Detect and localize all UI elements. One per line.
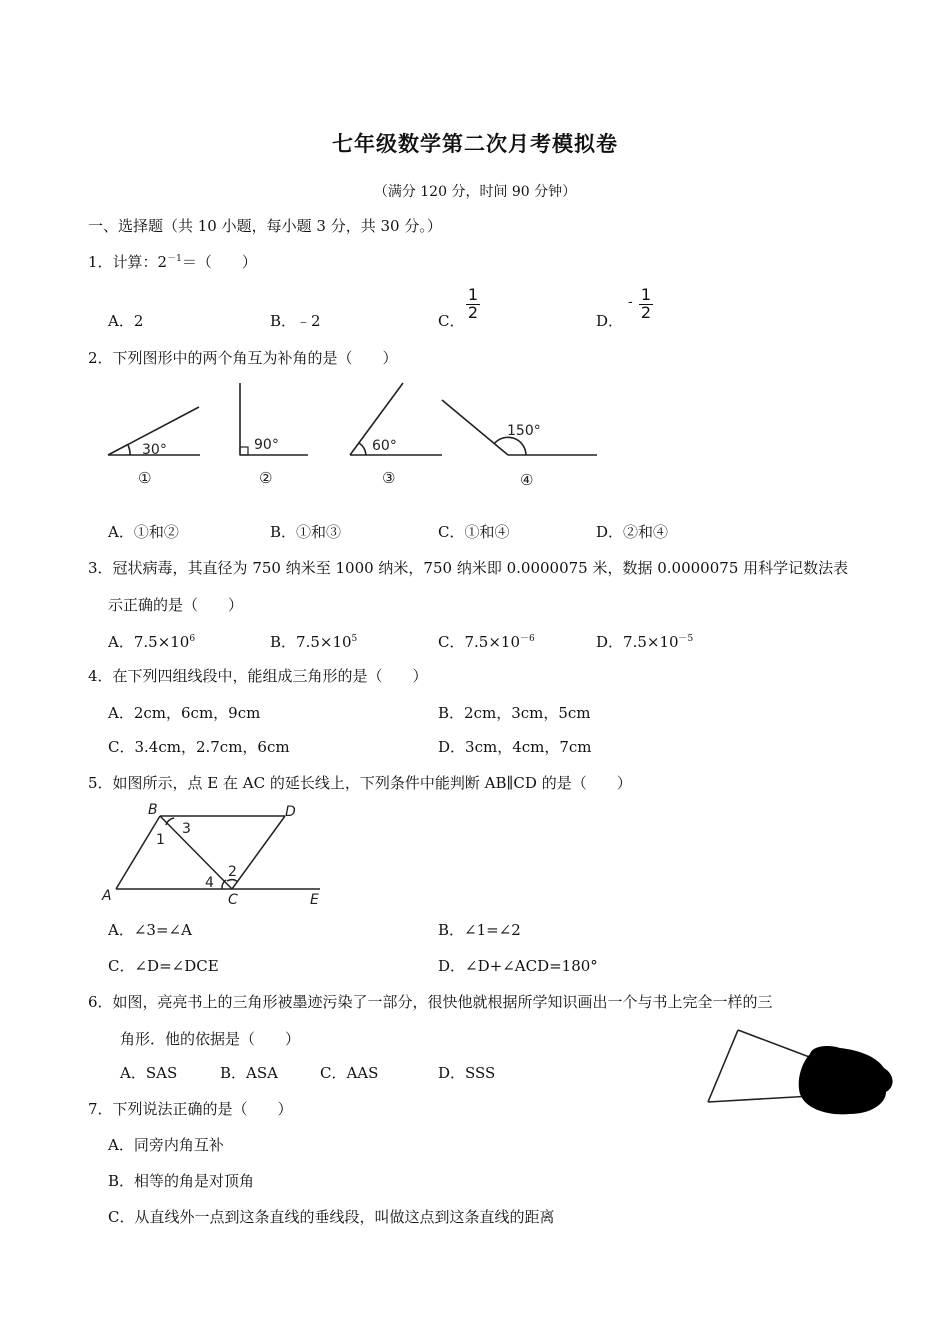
fig3-angle-arc xyxy=(359,443,366,455)
q3-b-base: B．7.5×10 xyxy=(270,633,352,651)
q7-option-b[interactable]: B．相等的角是对顶角 xyxy=(108,1172,255,1190)
q6-option-d[interactable]: D．SSS xyxy=(438,1064,496,1082)
q5-option-a[interactable]: A．∠3=∠A xyxy=(108,921,192,939)
q5-stem: 5．如图所示，点 E 在 AC 的延长线上，下列条件中能判断 AB∥CD 的是（ ） xyxy=(88,774,632,792)
q1-d-fraction xyxy=(637,286,655,322)
q5-option-c[interactable]: C．∠D=∠DCE xyxy=(108,957,219,975)
angle-number-1: 1 xyxy=(156,832,165,848)
q6-option-b[interactable]: B．ASA xyxy=(220,1064,278,1082)
fig2-number-label: ② xyxy=(259,469,273,487)
fig4-angle-arc xyxy=(494,437,526,455)
triangle-side-top xyxy=(738,1030,812,1058)
fig1-angle-arc xyxy=(128,445,130,455)
q1-option-d[interactable]: D． xyxy=(596,312,624,330)
fraction-bar xyxy=(466,304,480,305)
q5-option-b[interactable]: B．∠1=∠2 xyxy=(438,921,521,939)
q3-a-base: A．7.5×10 xyxy=(108,633,190,651)
q1-exponent: －1 xyxy=(167,254,182,264)
q5-option-d[interactable]: D．∠D+∠ACD=180° xyxy=(438,957,598,975)
q1-stem-end: ＝（ ） xyxy=(181,253,257,271)
q7-stem: 7．下列说法正确的是（ ） xyxy=(88,1100,293,1118)
fig1-angle-label: 30° xyxy=(142,442,167,458)
q1-stem xyxy=(88,252,257,272)
q3-option-c[interactable] xyxy=(438,632,535,652)
q4-option-d[interactable]: D．3cm，4cm，7cm xyxy=(438,738,592,756)
q6-ink-stained-triangle xyxy=(700,1022,900,1122)
q3-b-exponent: 5 xyxy=(351,634,358,644)
q6-option-a[interactable]: A．SAS xyxy=(120,1064,178,1082)
triangle-side-left xyxy=(708,1030,738,1102)
fig3-angle-label: 60° xyxy=(372,438,397,454)
fig3-number-label: ③ xyxy=(382,469,396,487)
angle-number-2: 2 xyxy=(228,864,237,880)
segment-BC xyxy=(160,816,232,889)
q2-option-a[interactable]: A．①和② xyxy=(108,523,179,541)
segment-CD xyxy=(232,816,285,889)
angle-number-3: 3 xyxy=(182,821,191,837)
fraction-bar xyxy=(639,304,653,305)
q1-c-denominator: 2 xyxy=(467,303,479,322)
q2-stem: 2．下列图形中的两个角互为补角的是（ ） xyxy=(88,349,398,367)
q2-option-d[interactable]: D．②和④ xyxy=(596,523,669,541)
q1-d-denominator: 2 xyxy=(640,303,652,322)
fig1-number-label: ① xyxy=(138,469,152,487)
q1-option-b[interactable]: B．﹣2 xyxy=(270,312,321,330)
q1-d-minus-sign: - xyxy=(628,294,633,310)
q1-d-numerator: 1 xyxy=(640,285,652,304)
point-label-C: C xyxy=(228,892,238,908)
q2-option-b[interactable]: B．①和③ xyxy=(270,523,342,541)
q1-c-fraction xyxy=(464,286,482,322)
q7-option-c[interactable]: C．从直线外一点到这条直线的垂线段，叫做这点到这条直线的距离 xyxy=(108,1208,555,1226)
q1-option-c[interactable]: C． xyxy=(438,312,465,330)
triangle-side-bottom xyxy=(708,1096,812,1102)
q1-option-a[interactable]: A．2 xyxy=(108,312,144,330)
fig4-angle-label: 150° xyxy=(507,423,541,439)
section-heading: 一、选择题（共 10 小题，每小题 3 分，共 30 分。） xyxy=(88,217,442,235)
q3-c-base: C．7.5×10 xyxy=(438,633,520,651)
page-title: 七年级数学第二次月考模拟卷 xyxy=(332,131,618,156)
q3-option-d[interactable] xyxy=(596,632,693,652)
q4-option-b[interactable]: B．2cm，3cm，5cm xyxy=(438,704,591,722)
q3-a-exponent: 6 xyxy=(189,634,196,644)
fig4-number-label: ④ xyxy=(520,471,534,489)
fig2-angle-label: 90° xyxy=(254,437,279,453)
point-label-B: B xyxy=(148,802,158,818)
point-label-A: A xyxy=(102,888,112,904)
q3-stem-line2: 示正确的是（ ） xyxy=(108,596,244,614)
q3-d-base: D．7.5×10 xyxy=(596,633,679,651)
ink-blot xyxy=(799,1046,893,1114)
point-label-E: E xyxy=(310,892,319,908)
q3-option-a[interactable] xyxy=(108,632,195,652)
q2-angle-figures xyxy=(0,375,950,495)
q4-stem: 4．在下列四组线段中，能组成三角形的是（ ） xyxy=(88,667,428,685)
angle-number-4: 4 xyxy=(205,875,214,891)
right-angle-mark-icon xyxy=(240,447,248,455)
q6-stem-line2: 角形．他的依据是（ ） xyxy=(120,1030,301,1048)
q4-option-c[interactable]: C．3.4cm，2.7cm，6cm xyxy=(108,738,290,756)
q6-option-c[interactable]: C．AAS xyxy=(320,1064,379,1082)
segment-AB xyxy=(116,816,160,889)
q3-stem-line1: 3．冠状病毒，其直径为 750 纳米至 1000 纳米，750 纳米即 0.0000075 米，数据 0.0000075 用科学记数法表 xyxy=(88,559,849,577)
q3-c-exponent: －6 xyxy=(520,634,535,644)
q5-parallelogram-figure xyxy=(0,800,950,910)
q3-option-b[interactable] xyxy=(270,632,357,652)
q7-option-a[interactable]: A．同旁内角互补 xyxy=(108,1136,224,1154)
fig4-slanted-ray xyxy=(442,400,508,455)
q4-option-a[interactable]: A．2cm，6cm，9cm xyxy=(108,704,261,722)
q3-d-exponent: －5 xyxy=(678,634,694,644)
q1-stem-text: 1．计算：2 xyxy=(88,253,168,271)
q1-c-numerator: 1 xyxy=(467,285,479,304)
exam-info: （满分 120 分，时间 90 分钟） xyxy=(373,184,577,200)
q2-option-c[interactable]: C．①和④ xyxy=(438,523,510,541)
q6-stem-line1: 6．如图，亮亮书上的三角形被墨迹污染了一部分，很快他就根据所学知识画出一个与书上完全一样的三 xyxy=(88,993,773,1011)
angle-arc-4 xyxy=(222,880,226,889)
point-label-D: D xyxy=(285,804,296,820)
